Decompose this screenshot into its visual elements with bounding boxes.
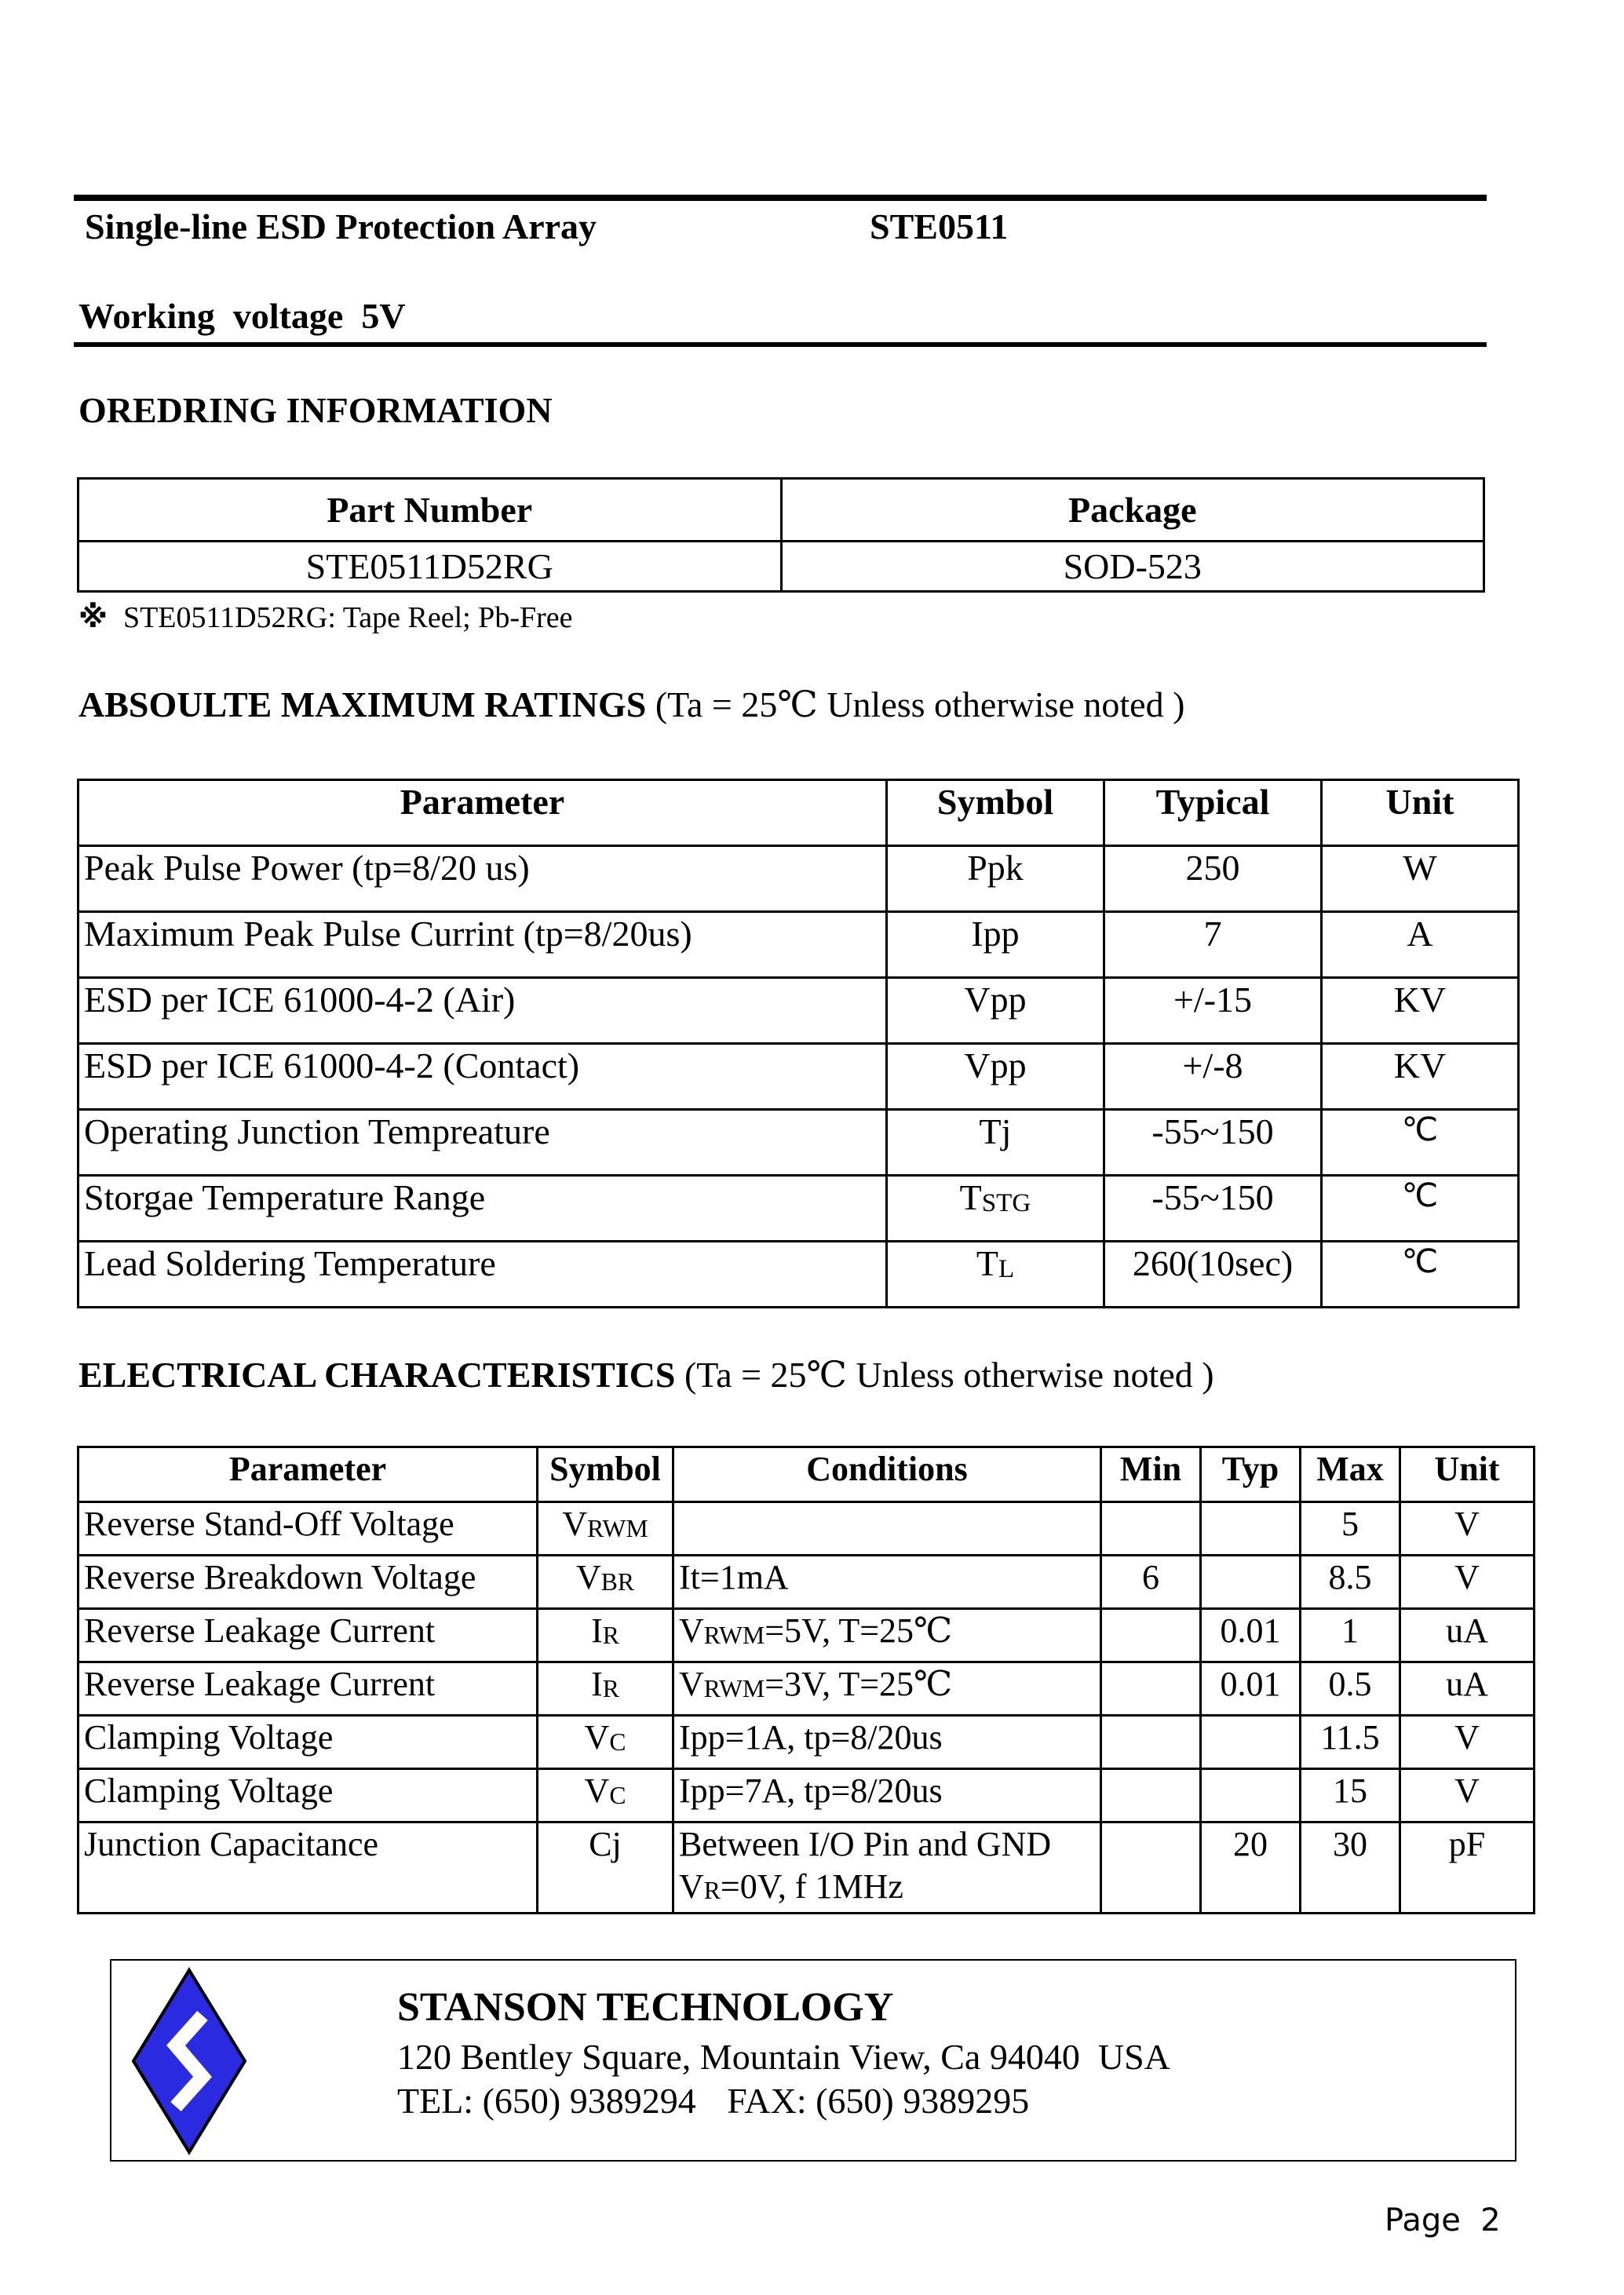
amr-typical: 250 bbox=[1104, 846, 1322, 912]
ec-max: 1 bbox=[1301, 1609, 1400, 1662]
ordering-header-row bbox=[78, 479, 1484, 542]
company-contact bbox=[397, 2080, 1029, 2122]
amr-symbol-main: Vpp bbox=[964, 980, 1027, 1020]
amr-typical: +/-8 bbox=[1104, 1044, 1322, 1110]
ec-typ: 20 bbox=[1201, 1822, 1301, 1914]
header-bottom-rule bbox=[74, 342, 1487, 347]
ordering-heading: OREDRING INFORMATION bbox=[78, 390, 553, 430]
amr-symbol bbox=[887, 912, 1104, 978]
amr-symbol-main: Ppk bbox=[967, 848, 1024, 888]
ec-symbol-main: V bbox=[562, 1505, 588, 1543]
ec-unit: V bbox=[1400, 1502, 1535, 1556]
ec-conditions bbox=[673, 1609, 1101, 1662]
amr-symbol bbox=[887, 1044, 1104, 1110]
ec-cond-line1 bbox=[679, 1823, 1095, 1866]
ec-symbol-main: I bbox=[591, 1611, 603, 1650]
amr-condition: (Ta = 25℃ Unless otherwise noted ) bbox=[655, 684, 1185, 724]
amr-col-symbol: Symbol bbox=[887, 780, 1104, 846]
amr-typical: 7 bbox=[1104, 912, 1322, 978]
ec-conditions bbox=[673, 1662, 1101, 1716]
ec-typ bbox=[1201, 1502, 1301, 1556]
ec-symbol-sub: R bbox=[602, 1621, 619, 1649]
ec-symbol bbox=[538, 1502, 673, 1556]
ordering-package-value: SOD-523 bbox=[781, 542, 1484, 592]
ec-symbol-main: V bbox=[584, 1718, 610, 1757]
ec-unit: uA bbox=[1400, 1662, 1535, 1716]
ec-conditions bbox=[673, 1716, 1101, 1769]
amr-symbol bbox=[887, 978, 1104, 1044]
ec-max: 5 bbox=[1301, 1502, 1400, 1556]
ec-col-min: Min bbox=[1101, 1447, 1201, 1502]
ec-unit: V bbox=[1400, 1769, 1535, 1822]
ec-symbol bbox=[538, 1609, 673, 1662]
amr-table bbox=[77, 779, 1520, 1308]
amr-symbol-sub: STG bbox=[981, 1188, 1031, 1217]
ec-col-conditions: Conditions bbox=[673, 1447, 1101, 1502]
ec-header-row bbox=[78, 1447, 1535, 1502]
ec-max: 30 bbox=[1301, 1822, 1400, 1914]
amr-row bbox=[78, 1044, 1519, 1110]
ec-max: 11.5 bbox=[1301, 1716, 1400, 1769]
part-number-title: STE0511 bbox=[870, 206, 1009, 246]
amr-symbol-main: T bbox=[959, 1177, 982, 1217]
ec-symbol-sub: R bbox=[602, 1674, 619, 1702]
ec-param: Reverse Leakage Current bbox=[78, 1609, 538, 1662]
ec-conditions bbox=[673, 1556, 1101, 1609]
amr-symbol bbox=[887, 846, 1104, 912]
amr-row bbox=[78, 978, 1519, 1044]
amr-symbol-main: Vpp bbox=[964, 1045, 1027, 1085]
amr-header-row bbox=[78, 780, 1519, 846]
amr-symbol bbox=[887, 1242, 1104, 1308]
ec-unit: V bbox=[1400, 1556, 1535, 1609]
ec-cond-sub: RWM bbox=[703, 1621, 765, 1649]
ec-param: Reverse Leakage Current bbox=[78, 1662, 538, 1716]
amr-heading: ABSOULTE MAXIMUM RATINGS bbox=[78, 684, 647, 724]
ec-cond-rest: =3V, T=25℃ bbox=[765, 1665, 953, 1703]
amr-unit: ℃ bbox=[1322, 1242, 1519, 1308]
ec-symbol-sub: RWM bbox=[587, 1514, 648, 1542]
ec-conditions bbox=[673, 1822, 1101, 1914]
ec-typ: 0.01 bbox=[1201, 1609, 1301, 1662]
company-fax: FAX: (650) 9389295 bbox=[727, 2081, 1030, 2121]
amr-param: ESD per ICE 61000-4-2 (Contact) bbox=[78, 1044, 887, 1110]
ec-cond-main: V bbox=[679, 1611, 704, 1650]
ec-min bbox=[1101, 1822, 1201, 1914]
ec-col-unit: Unit bbox=[1400, 1447, 1535, 1502]
ec-col-max: Max bbox=[1301, 1447, 1400, 1502]
ec-cond2-main: V bbox=[679, 1866, 704, 1906]
ec-cond-sub: RWM bbox=[703, 1674, 765, 1702]
ec-typ bbox=[1201, 1556, 1301, 1609]
amr-col-unit: Unit bbox=[1322, 780, 1519, 846]
ec-symbol-main: V bbox=[584, 1771, 610, 1810]
ordering-col-part: Part Number bbox=[78, 479, 782, 542]
ec-min bbox=[1101, 1662, 1201, 1716]
ec-row bbox=[78, 1502, 1535, 1556]
ec-symbol bbox=[538, 1556, 673, 1609]
ec-row bbox=[78, 1716, 1535, 1769]
ordering-table bbox=[77, 477, 1485, 593]
ordering-note bbox=[78, 600, 573, 635]
ec-param: Reverse Breakdown Voltage bbox=[78, 1556, 538, 1609]
amr-param: Lead Soldering Temperature bbox=[78, 1242, 887, 1308]
ec-row bbox=[78, 1662, 1535, 1716]
ec-col-typ: Typ bbox=[1201, 1447, 1301, 1502]
amr-typical: -55~150 bbox=[1104, 1110, 1322, 1176]
amr-unit: W bbox=[1322, 846, 1519, 912]
amr-typical: -55~150 bbox=[1104, 1176, 1322, 1242]
amr-unit: ℃ bbox=[1322, 1176, 1519, 1242]
page-number: Page 2 bbox=[1385, 2202, 1501, 2238]
stanson-logo-icon bbox=[130, 1967, 248, 2155]
ec-symbol-sub: C bbox=[609, 1781, 626, 1809]
ec-symbol-sub: C bbox=[609, 1728, 626, 1756]
amr-unit: KV bbox=[1322, 978, 1519, 1044]
amr-unit: ℃ bbox=[1322, 1110, 1519, 1176]
amr-symbol-sub: L bbox=[998, 1253, 1015, 1283]
ec-unit: pF bbox=[1400, 1822, 1535, 1914]
ec-min bbox=[1101, 1502, 1201, 1556]
ec-typ bbox=[1201, 1716, 1301, 1769]
ec-typ bbox=[1201, 1769, 1301, 1822]
ec-cond2-rest: =0V, f 1MHz bbox=[720, 1866, 903, 1906]
amr-heading-line bbox=[78, 683, 1184, 725]
ec-param: Reverse Stand-Off Voltage bbox=[78, 1502, 538, 1556]
amr-symbol-main: T bbox=[976, 1243, 998, 1283]
ec-max: 0.5 bbox=[1301, 1662, 1400, 1716]
amr-symbol bbox=[887, 1176, 1104, 1242]
ec-symbol bbox=[538, 1662, 673, 1716]
amr-param: ESD per ICE 61000-4-2 (Air) bbox=[78, 978, 887, 1044]
ec-condition: (Ta = 25℃ Unless otherwise noted ) bbox=[684, 1355, 1214, 1395]
ec-heading-line bbox=[78, 1353, 1214, 1396]
note-mark-icon: ※ bbox=[78, 600, 108, 634]
ec-max: 8.5 bbox=[1301, 1556, 1400, 1609]
amr-row bbox=[78, 846, 1519, 912]
ec-conditions bbox=[673, 1502, 1101, 1556]
ec-param: Clamping Voltage bbox=[78, 1769, 538, 1822]
working-voltage: Working voltage 5V bbox=[78, 296, 406, 336]
ec-typ: 0.01 bbox=[1201, 1662, 1301, 1716]
amr-col-parameter: Parameter bbox=[78, 780, 887, 846]
ec-max: 15 bbox=[1301, 1769, 1400, 1822]
company-tel: TEL: (650) 9389294 bbox=[397, 2081, 696, 2121]
company-box bbox=[110, 1959, 1516, 2162]
ec-param: Clamping Voltage bbox=[78, 1716, 538, 1769]
ec-cond-main: V bbox=[679, 1665, 704, 1703]
ec-symbol bbox=[538, 1769, 673, 1822]
ec-col-symbol: Symbol bbox=[538, 1447, 673, 1502]
ec-min bbox=[1101, 1769, 1201, 1822]
ec-cond-main: It=1mA bbox=[679, 1558, 789, 1596]
amr-row bbox=[78, 912, 1519, 978]
ordering-part-value: STE0511D52RG bbox=[78, 542, 782, 592]
ec-row bbox=[78, 1609, 1535, 1662]
ec-col-parameter: Parameter bbox=[78, 1447, 538, 1502]
ec-cond-rest: =5V, T=25℃ bbox=[765, 1611, 953, 1650]
amr-param: Storgae Temperature Range bbox=[78, 1176, 887, 1242]
ec-symbol-main: V bbox=[575, 1558, 601, 1596]
ordering-note-text: STE0511D52RG: Tape Reel; Pb-Free bbox=[122, 601, 573, 634]
amr-typical: +/-15 bbox=[1104, 978, 1322, 1044]
amr-param: Peak Pulse Power (tp=8/20 us) bbox=[78, 846, 887, 912]
ec-cond-main: Ipp=7A, tp=8/20us bbox=[679, 1771, 943, 1810]
ec-symbol bbox=[538, 1822, 673, 1914]
ec-cond-line2 bbox=[679, 1866, 1095, 1908]
ec-cond-main: Ipp=1A, tp=8/20us bbox=[679, 1718, 943, 1757]
ec-row bbox=[78, 1769, 1535, 1822]
company-address: 120 Bentley Square, Mountain View, Ca 94040 USA bbox=[397, 2037, 1170, 2077]
ec-param: Junction Capacitance bbox=[78, 1822, 538, 1914]
ordering-row bbox=[78, 542, 1484, 592]
ec-min bbox=[1101, 1609, 1201, 1662]
ec-row bbox=[78, 1822, 1535, 1914]
doc-title: Single-line ESD Protection Array bbox=[85, 206, 597, 246]
amr-symbol-main: Ipp bbox=[971, 914, 1020, 954]
amr-symbol bbox=[887, 1110, 1104, 1176]
ec-heading: ELECTRICAL CHARACTERISTICS bbox=[78, 1355, 676, 1395]
amr-row bbox=[78, 1242, 1519, 1308]
ec-symbol-sub: BR bbox=[600, 1567, 635, 1596]
amr-typical: 260(10sec) bbox=[1104, 1242, 1322, 1308]
ec-unit: uA bbox=[1400, 1609, 1535, 1662]
amr-param: Operating Junction Tempreature bbox=[78, 1110, 887, 1176]
ec-unit: V bbox=[1400, 1716, 1535, 1769]
amr-param: Maximum Peak Pulse Currint (tp=8/20us) bbox=[78, 912, 887, 978]
header-top-rule bbox=[74, 195, 1487, 201]
amr-row bbox=[78, 1110, 1519, 1176]
ordering-col-package: Package bbox=[781, 479, 1484, 542]
ec-symbol-main: Cj bbox=[589, 1825, 622, 1863]
ec-cond-main: Between I/O Pin and GND bbox=[679, 1825, 1052, 1863]
ec-symbol-main: I bbox=[591, 1665, 603, 1703]
ec-cond2-sub: R bbox=[703, 1877, 721, 1905]
ec-conditions bbox=[673, 1769, 1101, 1822]
amr-unit: KV bbox=[1322, 1044, 1519, 1110]
company-name: STANSON TECHNOLOGY bbox=[397, 1985, 894, 2030]
amr-symbol-main: Tj bbox=[979, 1111, 1012, 1151]
ec-min bbox=[1101, 1716, 1201, 1769]
ec-row bbox=[78, 1556, 1535, 1609]
ec-symbol bbox=[538, 1716, 673, 1769]
amr-col-typical: Typical bbox=[1104, 780, 1322, 846]
amr-row bbox=[78, 1176, 1519, 1242]
ec-table bbox=[77, 1446, 1535, 1914]
ec-min: 6 bbox=[1101, 1556, 1201, 1609]
amr-unit: A bbox=[1322, 912, 1519, 978]
